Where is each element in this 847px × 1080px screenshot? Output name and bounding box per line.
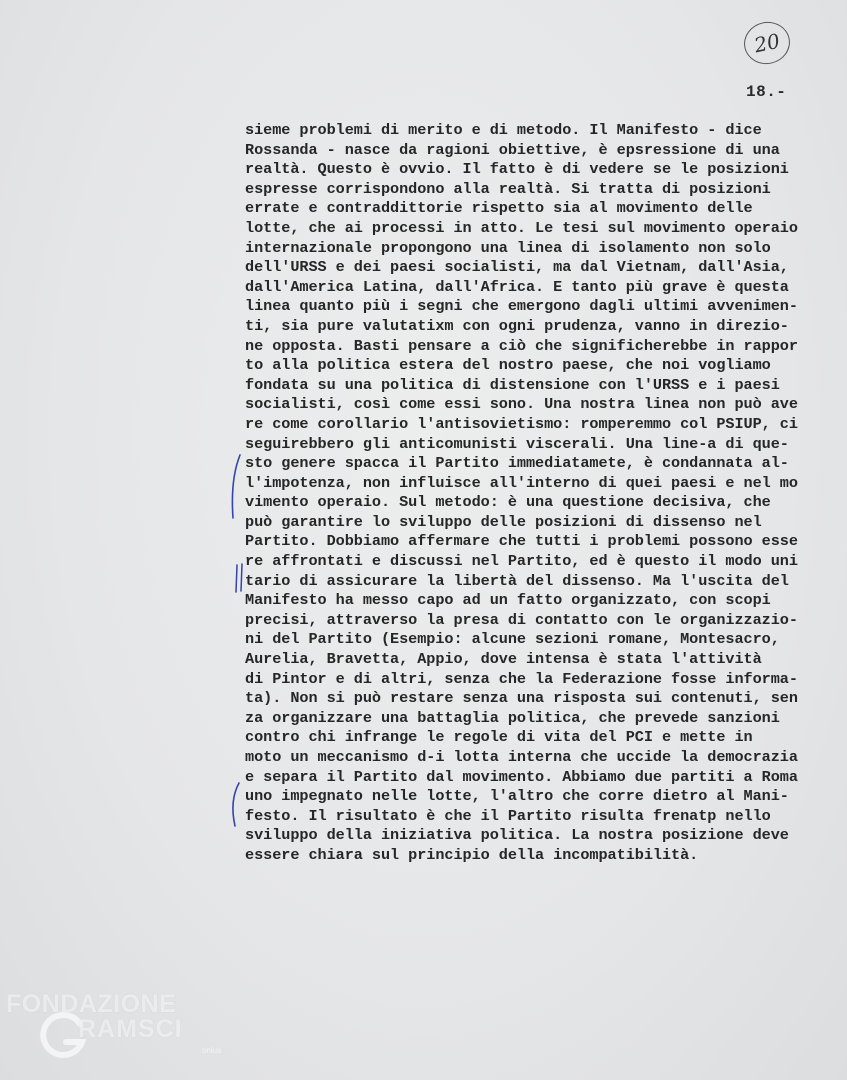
- text-line: moto un meccanismo d-i lotta interna che uccide la democrazia: [245, 748, 798, 766]
- text-line: dall'America Latina, dall'Africa. E tanto più grave è questa: [245, 277, 789, 296]
- typed-text-body: [245, 121, 845, 866]
- text-line: ta). Non si può restare senza una risposta sui contenuti, sen: [245, 689, 798, 708]
- text-line: dell'URSS e dei paesi socialisti, ma dal Vietnam, dall'Asia,: [245, 258, 789, 277]
- text-line: contro chi infrange le regole di vita del PCI e mette in: [245, 728, 753, 747]
- text-line: l'impotenza, non influisce all'interno di quei paesi e nel mo: [245, 473, 798, 492]
- text-line: Partito. Dobbiamo affermare che tutti i problemi possono esse: [245, 532, 798, 551]
- text-line: ne opposta. Basti pensare a ciò che significherebbe in rappor: [245, 336, 798, 355]
- text-line: uno impegnato nelle lotte, l'altro che corre dietro al Mani-: [245, 787, 789, 806]
- text-line: re come corollario l'antisovietismo: romperemmo col PSIUP, ci: [245, 414, 798, 433]
- text-line: Manifesto ha messo capo ad un fatto organizzato, con scopi: [245, 591, 771, 610]
- watermark-line-1: FONDAZIONE: [6, 990, 177, 1018]
- text-line: linea quanto più i segni che emergono dagli ultimi avvenimen-: [245, 297, 798, 316]
- text-line: errate e contraddittorie rispetto sia al movimento delle: [245, 199, 753, 218]
- text-line: lotte, che ai processi in atto. Le tesi sul movimento operaio: [245, 218, 798, 237]
- text-line: internazionale propongono una linea di isolamento non solo: [245, 238, 771, 257]
- text-line: seguirebbero gli anticomunisti viscerali. Una line-a di que-: [245, 434, 789, 453]
- margin-mark-bracket-1: [226, 452, 246, 522]
- page-number: 18.-: [746, 83, 787, 101]
- text-line: Aurelia, Bravetta, Appio, dove intensa è stata l'attività: [245, 650, 762, 669]
- text-line: realtà. Questo è ovvio. Il fatto è di vedere se le posizioni: [245, 160, 789, 179]
- text-line: to alla politica estera del nostro paese, che noi vogliamo: [245, 356, 771, 375]
- archive-number: 20: [752, 28, 782, 58]
- text-line: ti, sia pure valutatixm con ogni prudenza, vanno in direzio-: [245, 316, 789, 335]
- fondazione-gramsci-watermark: [4, 988, 234, 1068]
- text-line: sto genere spacca il Partito immediatamete, è condannata al-: [245, 454, 789, 473]
- archive-number-stamp: [740, 18, 794, 69]
- text-line: precisi, attraverso la presa di contatto con le organizzazio-: [245, 610, 798, 629]
- text-line: e separa il Partito dal movimento. Abbiamo due partiti a Roma: [245, 767, 798, 786]
- text-line: essere chiara sul principio della incompatibilità.: [245, 845, 699, 864]
- text-line: sviluppo della iniziativa politica. La nostra posizione deve: [245, 826, 789, 845]
- text-line: tario di assicurare la libertà del dissenso. Ma l'uscita del: [245, 571, 789, 590]
- text-line: di Pintor e di altri, senza che la Federazione fosse informa-: [245, 669, 798, 688]
- text-line: re affrontati e discussi nel Partito, ed è questo il modo uni: [245, 552, 798, 571]
- text-line: espresse corrispondono alla realtà. Si tratta di posizioni: [245, 179, 771, 198]
- watermark-line-2: RAMSCI: [78, 1015, 183, 1043]
- text-line: ni del Partito (Esempio: alcune sezioni romane, Montesacro,: [245, 630, 780, 649]
- text-line: za organizzare una battaglia politica, che prevede sanzioni: [245, 708, 780, 727]
- margin-mark-bracket-2: [226, 780, 246, 830]
- text-line: può garantire lo sviluppo delle posizioni di dissenso nel: [245, 512, 762, 531]
- text-line: fondata su una politica di distensione con l'URSS e i paesi: [245, 375, 780, 394]
- text-line: vimento operaio. Sul metodo: è una questione decisiva, che: [245, 493, 771, 512]
- watermark-small-text: onlus: [202, 1046, 222, 1055]
- margin-mark-double-line: [230, 562, 250, 596]
- text-line: socialisti, così come essi sono. Una nostra linea non può ave: [245, 395, 798, 414]
- text-line: festo. Il risultato è che il Partito risulta frenatp nello: [245, 806, 771, 825]
- text-line: sieme problemi di merito e di metodo. Il Manifesto - dice: [245, 121, 762, 139]
- text-line: Rossanda - nasce da ragioni obiettive, è epsressione di una: [245, 140, 780, 159]
